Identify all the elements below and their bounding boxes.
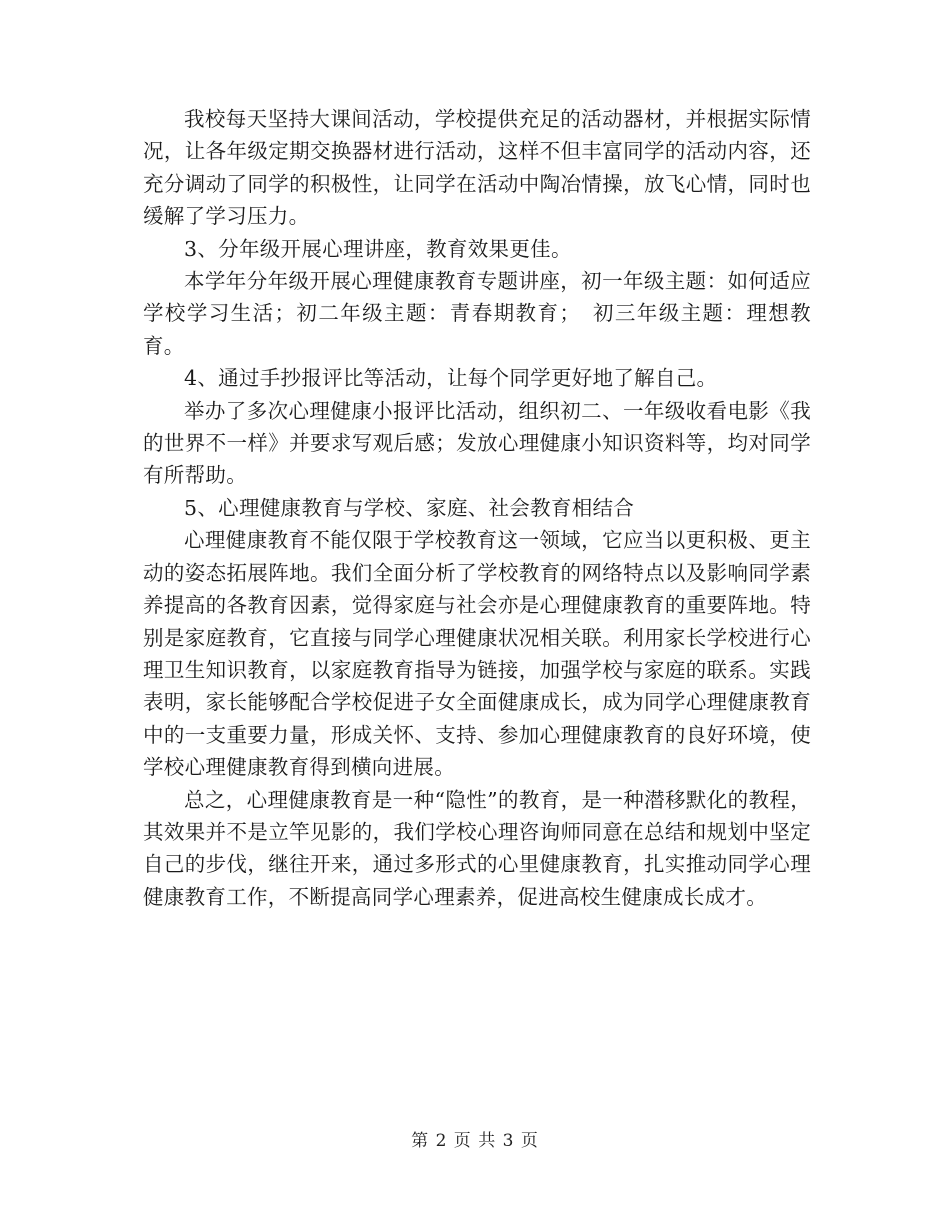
paragraph-summary: 总之，心理健康教育是一种“隐性”的教育，是一种潜移默化的教程，其效果并不是立竿见影的，我们学校心理咨询师同意在总结和规划中坚定自己的步伐，继往开来，通过多形式的心里健康教育，扎实推动同学心理健康教育工作，不断提高同学心理素养，促进高校生健康成长成才。 — [143, 787, 811, 909]
paragraph-family-society: 心理健康教育不能仅限于学校教育这一领域，它应当以更积极、更主动的姿态拓展阵地。我们全面分析了学校教育的网络特点以及影响同学素养提高的各教育因素，觉得家庭与社会亦是心理健康教育的重要阵地。特别是家庭教育，它直接与同学心理健康状况相关联。利用家长学校进行心理卫生知识教育，以家庭教育指导为链接，加强学校与家庭的联系。实践表明，家长能够配合学校促进子女全面健康成长，成为同学心理健康教育中的一支重要力量，形成关怀、支持、参加心理健康教育的良好环境，使学校心理健康教育得到横向进展。 — [143, 528, 811, 780]
heading-item-3: 3、分年级开展心理讲座，教育效果更佳。 — [184, 236, 572, 261]
heading-item-4: 4、通过手抄报评比等活动，让每个同学更好地了解自己。 — [184, 366, 718, 391]
paragraph-newspaper: 举办了多次心理健康小报评比活动，组织初二、一年级收看电影《我的世界不一样》并要求写观后感；发放心理健康小知识资料等，均对同学有所帮助。 — [143, 398, 811, 488]
page-number-footer: 第 2 页 共 3 页 — [411, 1131, 539, 1151]
paragraph-activities: 我校每天坚持大课间活动，学校提供充足的活动器材，并根据实际情况，让各年级定期交换器材进行活动，这样不但丰富同学的活动内容，还充分调动了同学的积极性，让同学在活动中陶冶情操，放飞心情，同时也缓解了学习压力。 — [143, 107, 811, 229]
heading-item-5: 5、心理健康教育与学校、家庭、社会教育相结合 — [184, 495, 635, 520]
document-body — [143, 103, 811, 913]
paragraph-lectures: 本学年分年级开展心理健康教育专题讲座，初一年级主题：如何适应学校学习生活；初二年级主题：青春期教育； 初三年级主题：理想教育。 — [143, 269, 811, 358]
